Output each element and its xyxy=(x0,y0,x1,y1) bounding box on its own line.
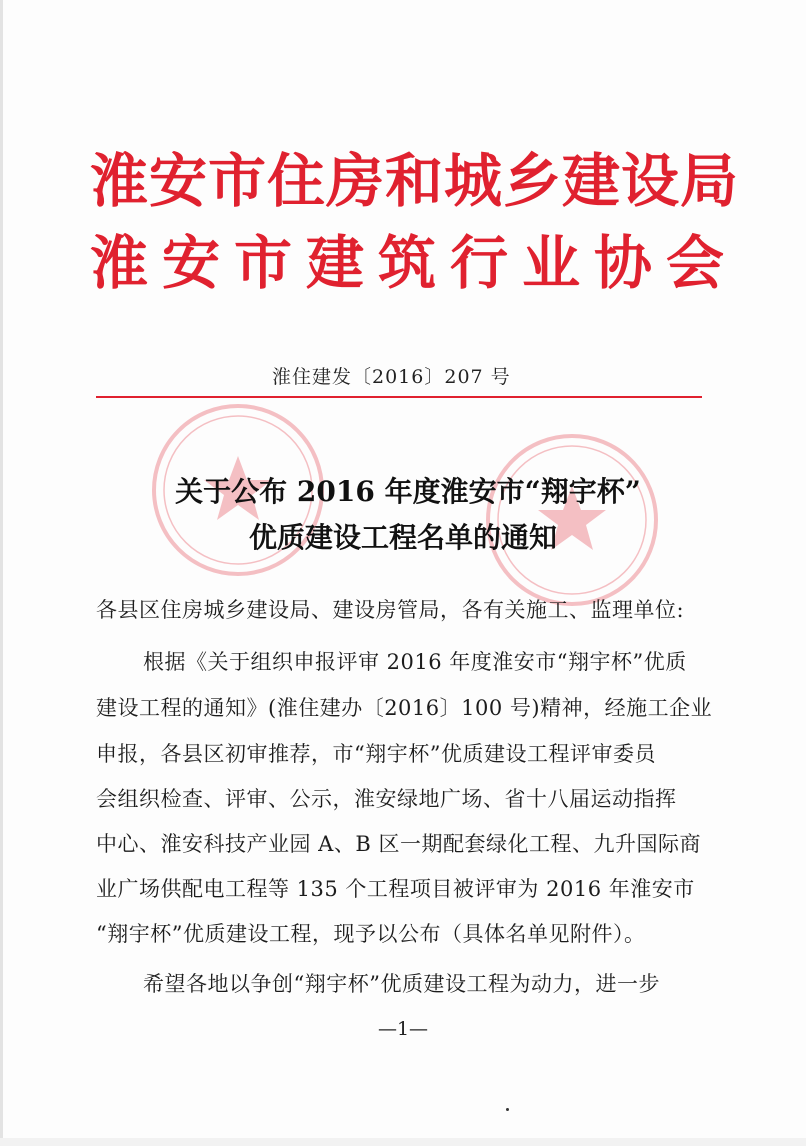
paragraph-line: 中心、淮安科技产业园 A、B 区一期配套绿化工程、九升国际商 xyxy=(96,832,701,856)
page-number: —1— xyxy=(377,1018,429,1040)
addressee-line: 各县区住房城乡建设局、建设房管局，各有关施工、监理单位: xyxy=(96,598,685,622)
scan-edge xyxy=(0,0,3,1146)
paragraph-line: 业广场供配电工程等 135 个工程项目被评审为 2016 年淮安市 xyxy=(96,877,695,901)
paragraph-line: 根据《关于组织申报评审 2016 年度淮安市“翔宇杯”优质 xyxy=(143,650,687,674)
paragraph-line: 会组织检查、评审、公示，淮安绿地广场、省十八届运动指挥 xyxy=(96,787,677,811)
issuer-header-line2: 淮安市建筑行业协会 xyxy=(90,229,739,297)
red-divider-line xyxy=(96,396,702,398)
paragraph-line: 申报，各县区初审推荐，市“翔宇杯”优质建设工程评审委员 xyxy=(96,742,656,766)
issuer-header-line1: 淮安市住房和城乡建设局 xyxy=(90,147,740,215)
notice-title-line2: 优质建设工程名单的通知 xyxy=(248,521,557,554)
scan-speck xyxy=(506,1108,509,1111)
paragraph-line: 建设工程的通知》(淮住建办〔2016〕100 号)精神，经施工企业 xyxy=(96,696,713,720)
notice-title-line1: 关于公布 2016 年度淮安市“翔宇杯” xyxy=(175,475,641,508)
paragraph-line: 希望各地以争创“翔宇杯”优质建设工程为动力，进一步 xyxy=(143,972,660,996)
scan-edge xyxy=(0,1138,806,1146)
document-number: 淮住建发〔2016〕207 号 xyxy=(272,366,511,388)
paragraph-line: “翔宇杯”优质建设工程，现予以公布（具体名单见附件）。 xyxy=(96,922,646,946)
